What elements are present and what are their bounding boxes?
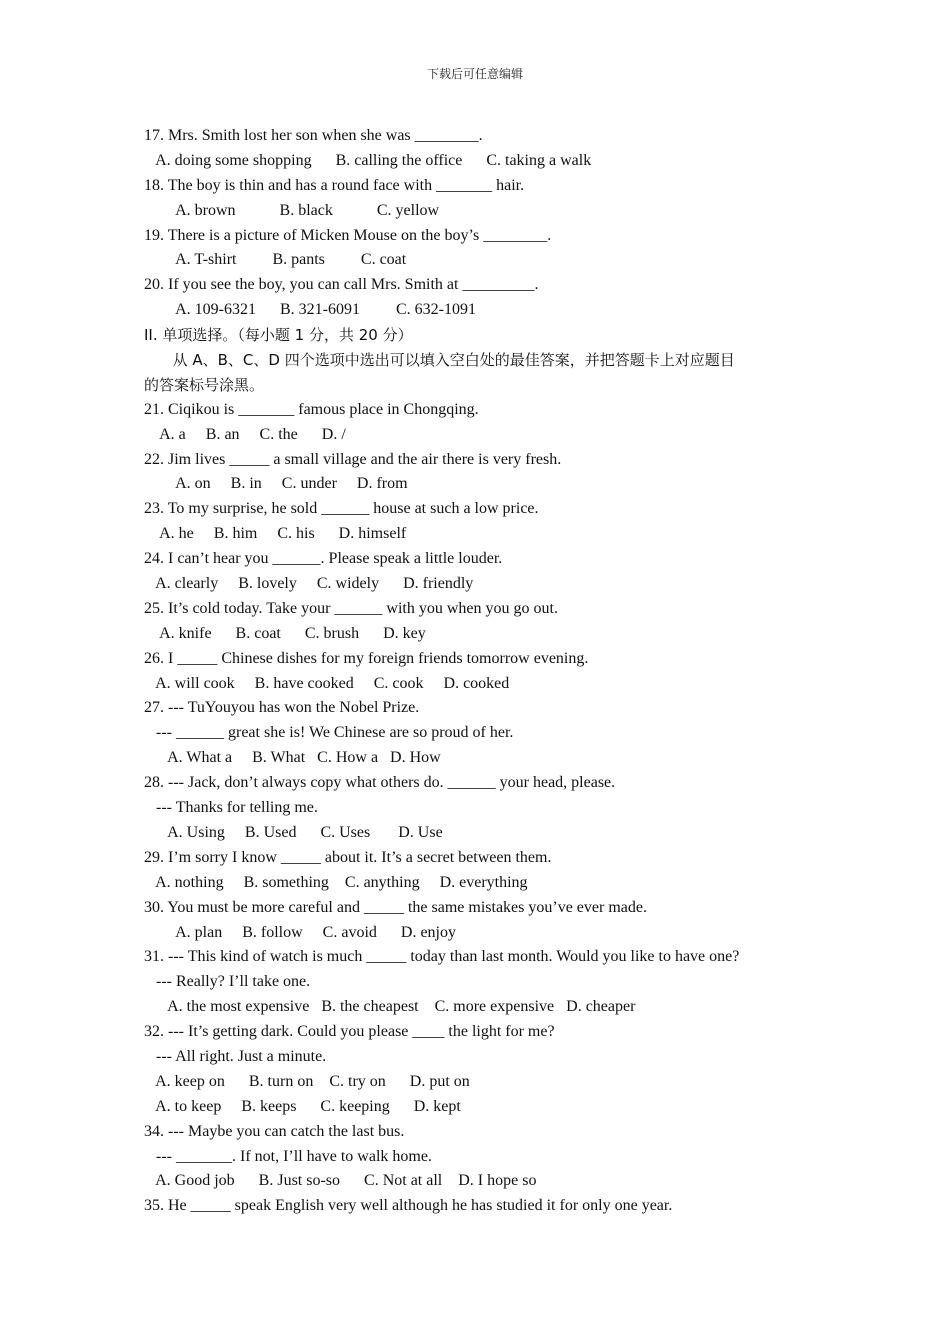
text-line: 25. It’s cold today. Take your ______ with you when you go out.: [144, 599, 558, 617]
text-line: A. keep on B. turn on C. try on D. put on: [144, 1072, 470, 1090]
text-line: A. doing some shopping B. calling the office C. taking a walk: [144, 151, 592, 169]
text-line: 32. --- It’s getting dark. Could you please ____ the light for me?: [144, 1023, 555, 1041]
document-body: [144, 124, 824, 1219]
page-header: 下载后可任意编辑: [426, 67, 523, 81]
text-line: 20. If you see the boy, you can call Mrs. Smith at _________.: [144, 276, 539, 294]
text-line: --- All right. Just a minute.: [144, 1047, 327, 1065]
text-line: A. he B. him C. his D. himself: [144, 525, 407, 543]
text-line: 34. --- Maybe you can catch the last bus.: [144, 1122, 405, 1140]
text-line: A. on B. in C. under D. from: [144, 475, 408, 493]
text-line: A. plan B. follow C. avoid D. enjoy: [144, 923, 456, 941]
text-line: 26. I _____ Chinese dishes for my foreign friends tomorrow evening.: [144, 649, 589, 667]
text-line: A. nothing B. something C. anything D. everything: [144, 873, 528, 891]
text-line: 27. --- TuYouyou has won the Nobel Prize.: [144, 699, 420, 717]
text-line: 28. --- Jack, don’t always copy what others do. ______ your head, please.: [144, 774, 616, 792]
text-line: 从 A、B、C、D 四个选项中选出可以填入空白处的最佳答案，并把答题卡上对应题目: [144, 351, 735, 370]
text-line: 22. Jim lives _____ a small village and the air there is very fresh.: [144, 450, 562, 468]
text-line: 21. Ciqikou is _______ famous place in Chongqing.: [144, 400, 479, 418]
text-line: --- ______ great she is! We Chinese are so proud of her.: [144, 724, 514, 742]
text-line: 30. You must be more careful and _____ the same mistakes you’ve ever made.: [144, 898, 647, 916]
text-line: A. brown B. black C. yellow: [144, 201, 440, 219]
text-line: A. a B. an C. the D. /: [144, 425, 346, 443]
text-line: 35. He _____ speak English very well although he has studied it for only one year.: [144, 1197, 673, 1215]
text-line: A. knife B. coat C. brush D. key: [144, 624, 426, 642]
text-line: 18. The boy is thin and has a round face with _______ hair.: [144, 176, 525, 194]
text-line: --- Thanks for telling me.: [144, 799, 318, 817]
text-line: A. clearly B. lovely C. widely D. friendly: [144, 575, 474, 593]
text-line: 17. Mrs. Smith lost her son when she was ________.: [144, 127, 483, 144]
text-line: A. Using B. Used C. Uses D. Use: [144, 823, 443, 841]
text-line: 29. I’m sorry I know _____ about it. It’s a secret between them.: [144, 848, 552, 866]
text-line: A. What a B. What C. How a D. How: [144, 749, 441, 767]
text-line: II. 单项选择。（每小题 1 分，共 20 分）: [144, 326, 413, 345]
text-line: A. 109-6321 B. 321-6091 C. 632-1091: [144, 301, 476, 319]
text-line: 的答案标号涂黑。: [144, 375, 265, 394]
text-line: A. will cook B. have cooked C. cook D. cooked: [144, 674, 510, 692]
text-line: A. the most expensive B. the cheapest C. more expensive D. cheaper: [144, 998, 636, 1016]
text-line: 31. --- This kind of watch is much _____ today than last month. Would you like to have one?: [144, 948, 740, 966]
text-line: 23. To my surprise, he sold ______ house at such a low price.: [144, 500, 539, 518]
text-line: A. to keep B. keeps C. keeping D. kept: [144, 1097, 461, 1115]
text-line: A. T-shirt B. pants C. coat: [144, 251, 407, 269]
text-line: --- _______. If not, I’ll have to walk home.: [144, 1147, 432, 1165]
text-line: --- Really? I’ll take one.: [144, 973, 311, 991]
text-line: 24. I can’t hear you ______. Please speak a little louder.: [144, 550, 503, 568]
text-line: A. Good job B. Just so-so C. Not at all D. I hope so: [144, 1172, 537, 1190]
text-line: 19. There is a picture of Micken Mouse on the boy’s ________.: [144, 226, 552, 244]
